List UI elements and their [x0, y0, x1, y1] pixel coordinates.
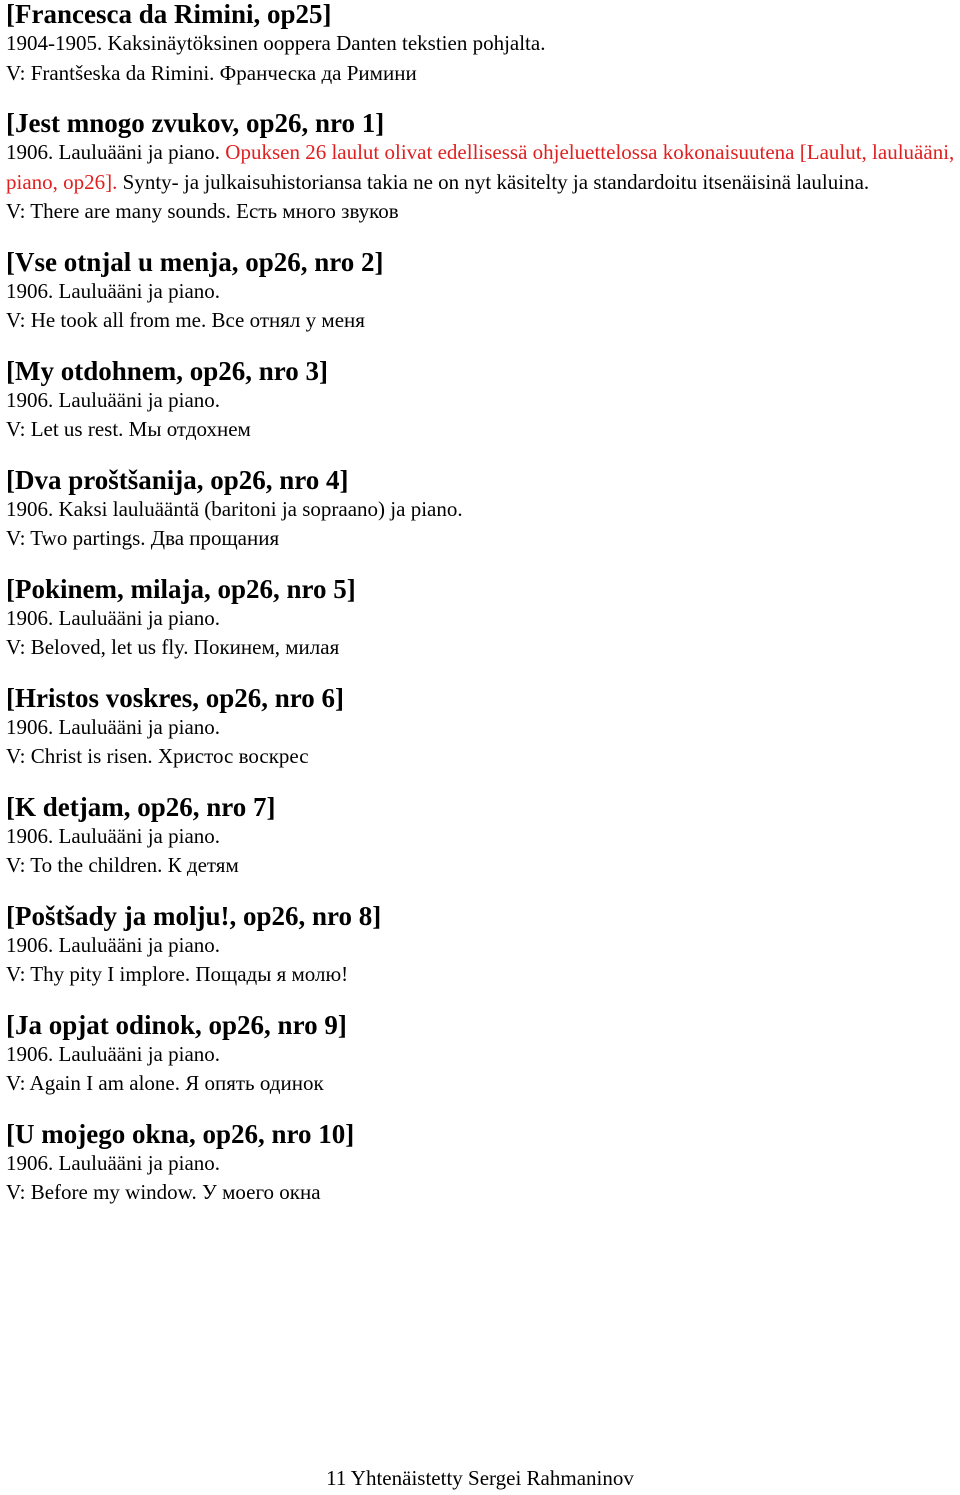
entry-description: 1906. Lauluääni ja piano. — [6, 387, 221, 412]
entry-postsady-ja-molju — [6, 902, 956, 990]
entry-title: [Jest mnogo zvukov, op26, nro 1] — [6, 108, 385, 138]
entry-variant-titles: V: Before my window. У моего окна — [6, 1180, 321, 1204]
entry-description: 1906. Lauluääni ja piano. — [6, 714, 221, 739]
entry-title: [Hristos voskres, op26, nro 6] — [6, 682, 345, 713]
entry-variant-titles: V: Beloved, let us fly. Покинем, милая — [6, 635, 340, 659]
entry-title: [Dva proštšanija, op26, nro 4] — [6, 464, 349, 495]
entry-description: 1906. Lauluääni ja piano. — [6, 1041, 221, 1066]
entry-vse-otnjal-u-menja — [6, 248, 956, 336]
entry-variant-titles: V: To the children. К детям — [6, 853, 239, 877]
entry-description: 1906. Lauluääni ja piano. — [6, 278, 221, 303]
entry-title: [My otdohnem, op26, nro 3] — [6, 355, 329, 386]
description-rest: Synty- ja julkaisuhistoriansa takia ne on nyt käsitelty ja standardoitu itsenäisinä lauluina. — [117, 169, 870, 194]
entry-title: [Ja opjat odinok, op26, nro 9] — [6, 1009, 347, 1040]
entry-ja-opjat-odinok — [6, 1011, 956, 1099]
entry-description — [6, 138, 956, 197]
entry-variant-titles: V: Let us rest. Мы отдохнем — [6, 417, 251, 441]
entry-description: 1906. Lauluääni ja piano. — [6, 932, 221, 957]
entry-description: 1906. Kaksi lauluääntä (baritoni ja sopraano) ja piano. — [6, 496, 463, 521]
entry-francesca-da-rimini — [6, 0, 956, 88]
entry-variant-titles: V: Frantšeska da Rimini. Франческа да Римини — [6, 60, 417, 85]
entry-title: [Francesca da Rimini, op25] — [6, 0, 332, 29]
entry-variant-titles: V: Two partings. Два прощания — [6, 526, 280, 550]
entry-variant-titles: V: He took all from me. Все отнял у меня — [6, 308, 365, 332]
entry-title: [Poštšady ja molju!, op26, nro 8] — [6, 900, 382, 931]
entry-title: [K detjam, op26, nro 7] — [6, 791, 276, 822]
entry-variant-titles: V: Christ is risen. Христос воскрес — [6, 744, 309, 768]
entry-description: 1906. Lauluääni ja piano. — [6, 823, 221, 848]
entry-title: [Vse otnjal u menja, op26, nro 2] — [6, 246, 384, 277]
entry-variant-titles: V: There are many sounds. Есть много звуков — [6, 199, 399, 223]
entry-jest-mnogo-zvukov — [6, 109, 956, 227]
entry-pokinem-milaja — [6, 575, 956, 663]
entry-title: [U mojego okna, op26, nro 10] — [6, 1118, 355, 1149]
entry-description: 1906. Lauluääni ja piano. — [6, 605, 221, 630]
description-intro: 1906. Lauluääni ja piano. — [6, 140, 226, 164]
entry-my-otdohnem — [6, 357, 956, 445]
entry-u-mojego-okna — [6, 1120, 956, 1208]
entry-hristos-voskres — [6, 684, 956, 772]
entry-description: 1904-1905. Kaksinäytöksinen ooppera Danten tekstien pohjalta. — [6, 31, 546, 55]
description-highlight: Opuksen 26 laulut olivat edellisessä ohjeluettelossa kokonaisuutena [Laulut, lauluääni, piano, op26]. — [6, 140, 955, 194]
entry-title: [Pokinem, milaja, op26, nro 5] — [6, 573, 356, 604]
entry-dva-prostsanija — [6, 466, 956, 554]
document-page — [6, 0, 956, 1229]
page-footer: 11 Yhtenäistetty Sergei Rahmaninov — [326, 1466, 634, 1490]
entry-variant-titles: V: Again I am alone. Я опять одинок — [6, 1071, 324, 1095]
entry-k-detjam — [6, 793, 956, 881]
entry-variant-titles: V: Thy pity I implore. Пощады я молю! — [6, 962, 349, 986]
entry-description: 1906. Lauluääni ja piano. — [6, 1150, 221, 1175]
